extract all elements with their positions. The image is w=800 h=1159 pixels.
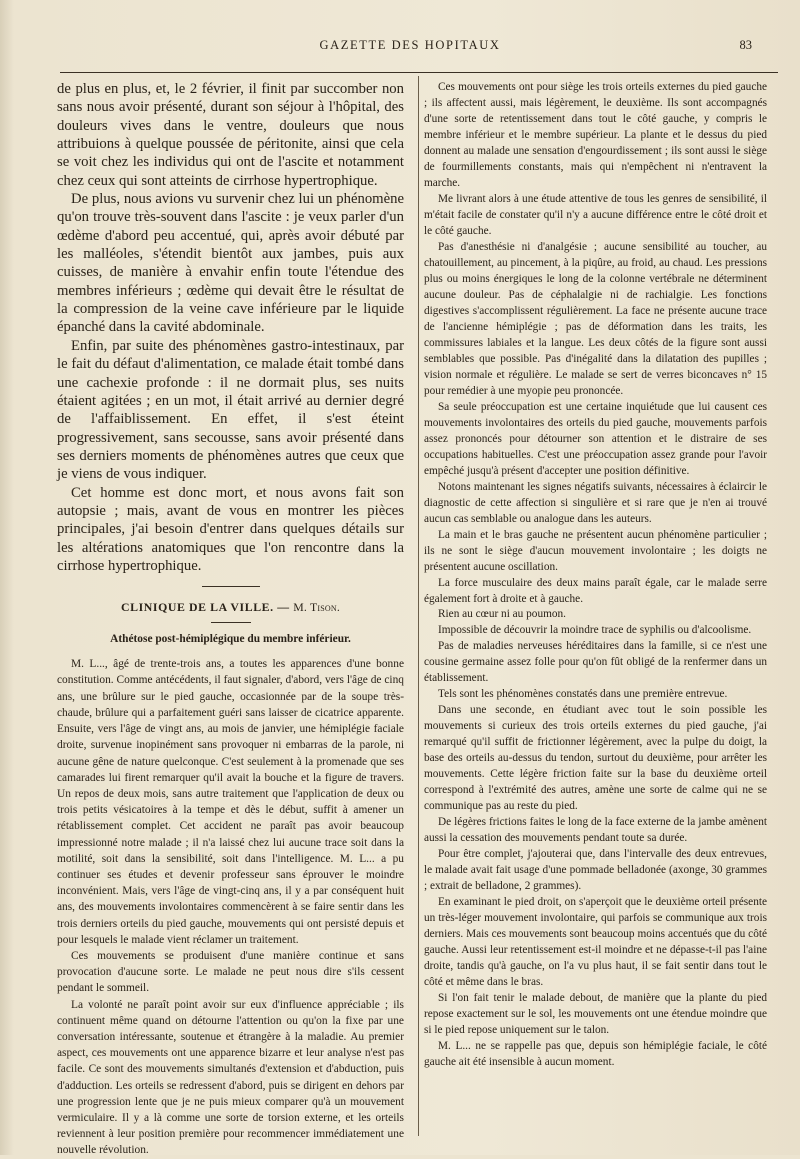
- paragraph: Cet homme est donc mort, et nous avons fait son autopsie ; mais, avant de vous en montrer les pièces principales, j'ai besoin d'entrer dans quelques détails sur les altérations anatomiques que l'on rencontre dans la cirrhose hypertrophique.: [57, 484, 404, 574]
- left-column: [57, 80, 404, 1159]
- paragraph: Si l'on fait tenir le malade debout, de manière que la plante du pied repose exactement sur le sol, les mouvements ont une étendue moindre que si le pied repose uniquement sur le talon.: [424, 992, 767, 1037]
- paragraph: Ces mouvements ont pour siège les trois orteils externes du pied gauche ; ils affectent aussi, mais légèrement, le deuxième. Ils sont accompagnés d'une sorte de retentissement dans tout le côté gauche, y compris le membre inférieur et le membre supérieur. La plante et le dessus du pied donnent au malade une sensation d'engourdissement ; ils sont aussi le siège de fourmillements constants, mais qui n'empêchent ni n'entravent la marche.: [424, 81, 767, 189]
- paragraph: De légères frictions faites le long de la face externe de la jambe amènent aussi la cessation des mouvements pendant toute sa durée.: [424, 816, 767, 845]
- right-column: [424, 80, 767, 1071]
- paragraph: Enfin, par suite des phénomènes gastro-intestinaux, par le fait du défaut d'alimentation, ce malade était tombé dans une cachexie profonde : il ne dormait plus, ses nuits étaient agitées ; en un mot, il était arrivé au dernier degré de l'affaiblissement. En effet, il s'est éteint progressivement, sans secousse, sans avoir présenté dans ses derniers moments de phénomènes autres que ceux que je viens de vous indiquer.: [57, 337, 404, 483]
- paragraph: Tels sont les phénomènes constatés dans une première entrevue.: [438, 688, 728, 701]
- journal-title: GAZETTE DES HOPITAUX: [319, 38, 501, 52]
- paragraph: Sa seule préoccupation est une certaine inquiétude que lui causent ces mouvements involontaires des orteils du pied gauche, mouvements parfois assez prononcés pour détourner son attention et le distraire de ses occupations habituelles. C'est une préoccupation assez grande pour l'avoir empêché jusqu'à présent d'accepter une position définitive.: [424, 400, 767, 477]
- column-separator: [418, 76, 419, 1136]
- paragraph: Notons maintenant les signes négatifs suivants, nécessaires à éclaircir le diagnostic de cette affection si singulière et si rare que je n'en ai trouvé aucun cas semblable ou analogue dans les auteurs.: [424, 480, 767, 525]
- paragraph: Ces mouvements se produisent d'une manière continue et sans provocation d'aucune sorte. Le malade ne peut nous dire s'ils cessent pendant le sommeil.: [57, 949, 404, 995]
- paragraph: M. L... ne se rappelle pas que, depuis son hémiplégie faciale, le côté gauche ait été insensible à aucun moment.: [424, 1040, 767, 1069]
- short-rule: [211, 622, 251, 623]
- section-divider: [57, 575, 404, 597]
- paragraph: Impossible de découvrir la moindre trace de syphilis ou d'alcoolisme.: [438, 624, 752, 637]
- page-header: [60, 38, 760, 58]
- paragraph: Me livrant alors à une étude attentive de tous les genres de sensibilité, il m'était facile de constater qu'il n'y a aucune différence entre le côté droit et le côté gauche.: [424, 192, 767, 237]
- paragraph: de plus en plus, et, le 2 février, il finit par succomber non sans nous avoir présenté, durant son séjour à l'hôpital, des douleurs vives dans le ventre, douleurs que nous attribuions à quelque poussée de péritonite, ainsi que cela se voit chez les individus qui ont de l'ascite et notamment chez ceux qui sont atteints de cirrhose hypertrophique.: [57, 81, 404, 189]
- paragraph: La main et le bras gauche ne présentent aucun phénomène particulier ; ils ne sont le siège d'aucun mouvement involontaire ; les doigts ne présentent aucune oscillation.: [424, 528, 767, 573]
- paragraph: Pas de maladies nerveuses héréditaires dans la famille, si ce n'est une cousine germaine assez folle pour qu'on fût obligé de la renfermer dans un établissement.: [424, 640, 767, 685]
- header-rule: [60, 72, 778, 73]
- paragraph: De plus, nous avions vu survenir chez lui un phénomène qu'on trouve très-souvent dans l'ascite : je veux parler d'un œdème d'abord peu accentué, qui, après avoir débuté par les malléoles, s'étendit bientôt aux jambes, puis aux cuisses, de manière à envahir enfin toute l'étendue des membres inférieurs ; œdème qui devait être le résultat de la compression de la veine cave inférieure par le liquide épanché dans la cavité abdominale.: [57, 191, 404, 336]
- paragraph: La volonté ne paraît point avoir sur eux d'influence appréciable ; ils continuent même quand on détourne l'attention ou qu'on la fixe par une conversation intéressante, soutenue et étrangère à la maladie. Au premier aspect, ces mouvements ont une apparence bizarre et leur analyse n'est pas facile. Ce sont des mouvements simultanés d'extension et d'abduction, puis d'adduction. Les orteils se redressent d'abord, puis se dirigent en dehors par une progression lente que je ne puis mieux comparer qu'à un mouvement vermiculaire. Il y a là comme une sorte de torsion externe, et les orteils reviennent à leur position première pour recommencer immédiatement une nouvelle révolution.: [57, 998, 404, 1157]
- section-author: M. Tison.: [293, 600, 340, 615]
- paragraph: Dans une seconde, en étudiant avec tout le soin possible les mouvements si curieux des trois orteils externes du pied gauche, j'ai remarqué qu'il suffit de frictionner légèrement, avec la pulpe du doigt, la base des orteils au-dessus du tendon, surtout du deuxième, pour arrêter les mouvements. Cette légère friction faite sur la base du deuxième orteil correspond à l'extrémité des autres, amène une sorte de calme qui ne se communique pas au reste du pied.: [424, 704, 767, 813]
- paragraph: Rien au cœur ni au poumon.: [438, 608, 567, 621]
- section-heading-label: CLINIQUE DE LA VILLE. —: [121, 600, 290, 615]
- section-heading: [57, 599, 404, 615]
- paragraph: Pas d'anesthésie ni d'analgésie ; aucune sensibilité au toucher, au chatouillement, au pincement, à la piqûre, au froid, au chaud. Les pressions plus ou moins énergiques le long de la colonne vertébrale ne déterminent aucune douleur. Pas de céphalalgie ni de rachialgie. Les fonctions digestives s'accomplissent régulièrement. La face ne présente aucune trace de l'ancienne hémiplégie ; pas de déformation dans les traits, les commissures labiales et la langue. Les deux côtés de la figure sont aussi semblables que possible. Pas d'inégalité dans la dilatation des pupilles ; vision normale et régulière. Le malade se sert de verres biconcaves n° 15 pour remédier à une myopie peu prononcée.: [424, 240, 767, 397]
- page-number: 83: [739, 38, 752, 52]
- paragraph: En examinant le pied droit, on s'aperçoit que le deuxième orteil présente un très-léger mouvement involontaire, qui parfois se communique aux trois derniers. Mais ces mouvements sont beaucoup moins accentués que du côté gauche. Aussi leur retentissement est-il moindre et ne dépasse-t-il pas l'aine droite, tandis qu'à gauche, on l'a vu plus haut, il se fait sentir dans tout le côté et même dans le bras.: [424, 896, 767, 989]
- paragraph: M. L..., âgé de trente-trois ans, a toutes les apparences d'une bonne constitution. Comme antécédents, il faut signaler, d'abord, vers l'âge de cinq ans, une brûlure sur le pied gauche, occasionnée par de la soupe très-chaude, brûlure qui a parfaitement guéri sans laisser de cicatrice apparente. Ensuite, vers l'âge de vingt ans, au mois de janvier, une hémiplégie faciale droite, survenue inopinément sans provoquer ni embarras de la parole, ni aucune gêne de nature quelconque. C'est seulement à la promenade que ses camarades lui firent remarquer qu'il avait la bouche et la figure de travers. Un repos de deux mois, sans autre traitement que l'application de deux ou trois petits vésicatoires à la tempe et dès le début, suffit à amener un rétablissement complet. Cet accident ne paraît pas avoir beaucoup impressionné notre malade ; il n'a laissé chez lui aucune trace soit dans la motilité, soit dans la sensibilité, soit dans l'intelligence. M. L... a pu continuer ses études et devenir professeur sans éprouver le moindre inconvénient. Mais, vers l'âge de vingt-cinq ans, il y a par conséquent huit ans, des mouvements involontaires commencèrent à se faire sentir dans les trois derniers orteils du pied gauche, mouvements qui ont persisté depuis et pour lesquels le malade vient réclamer un traitement.: [57, 658, 404, 946]
- paragraph: Pour être complet, j'ajouterai que, dans l'intervalle des deux entrevues, le malade avait fait usage d'une pommade belladonée (axonge, 30 grammes ; extrait de belladone, 2 grammes).: [424, 848, 767, 893]
- article-title: Athétose post-hémiplégique du membre inférieur.: [110, 633, 351, 646]
- paragraph: La force musculaire des deux mains paraît égale, car le malade serre également fort à droite et à gauche.: [424, 576, 767, 605]
